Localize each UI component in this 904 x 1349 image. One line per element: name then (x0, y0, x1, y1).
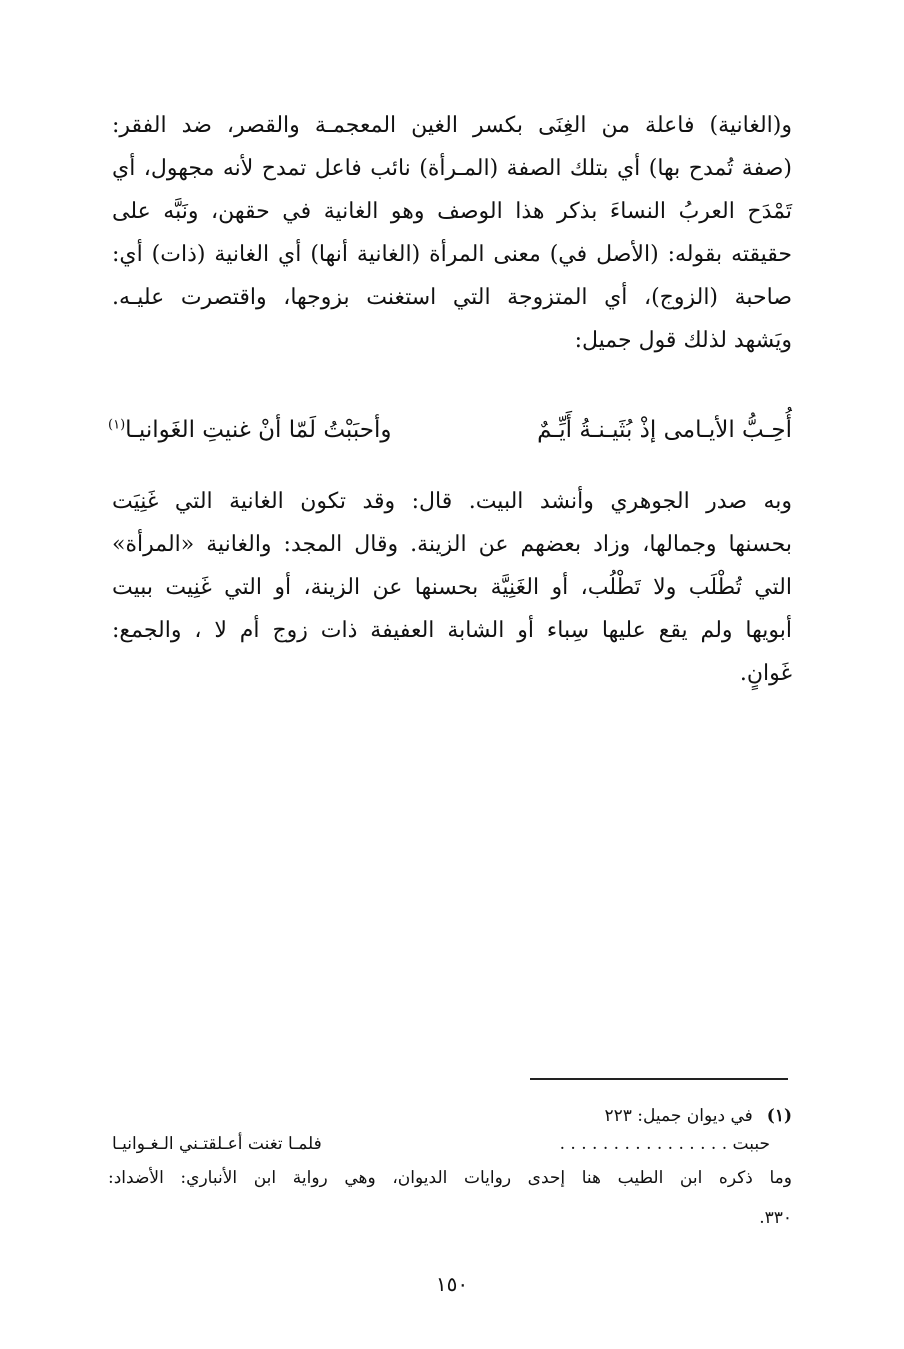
footnote-verse-second: فلمـا تغنت أعـلقتـني الـغـوانيـا (112, 1134, 322, 1154)
paragraph-line: التي تُطْلَب ولا تَطْلُب، أو الغَنِيَّة بحسنها عن الزينة، أو التي غَنِيت ببيت (112, 575, 792, 600)
footnote-verse-first: حببت . . . . . . . . . . . . . . . . (559, 1134, 770, 1154)
paragraph-line: تَمْدَح العربُ النساءَ بذكر هذا الوصف وهو الغانية في حقهن، ونَبَّه على (112, 199, 792, 224)
paragraph-line: حقيقته بقوله: (الأصل في) معنى المرأة (الغانية أنها) أي الغانية (ذات) أي: (112, 242, 792, 267)
verse-second-text: وأحبَبْتُ لَمّا أنْ غنيتِ الغَوانيـا (125, 417, 392, 443)
paragraph-line: وبه صدر الجوهري وأنشد البيت. قال: وقد تكون الغانية التي غَنِيَت (112, 489, 792, 514)
verse-first-hemistich: أُحِـبُّ الأيـامى إذْ بُثَيـنـةُ أَيِّـمٌ (537, 417, 792, 443)
footnote-note: وما ذكره ابن الطيب هنا إحدى روايات الديوان، وهي رواية ابن الأنباري: الأضداد: (108, 1168, 792, 1188)
paragraph-1 (112, 104, 792, 362)
paragraph-line: و(الغانية) فاعلة من الغِنَى بكسر الغين المعجمـة والقصر، ضد الفقر: (112, 113, 792, 138)
poetry-verse (108, 408, 792, 452)
footnote-source: في ديوان جميل: ٢٢٣ (604, 1106, 753, 1126)
paragraph-line: (صفة تُمدح بها) أي بتلك الصفة (المـرأة) نائب فاعل تمدح لأنه مجهول، أي (112, 156, 792, 181)
paragraph-2 (112, 480, 792, 695)
paragraph-line: غَوانٍ. (739, 661, 792, 686)
paragraph-line: بحسنها وجمالها، وزاد بعضهم عن الزينة. وقال المجد: والغانية «المرأة» (112, 532, 792, 557)
paragraph-line: أبويها ولم يقع عليها سِباء أو الشابة العفيفة ذات زوج أم لا ، والجمع: (112, 618, 792, 643)
footnote-reference[interactable]: (١) (108, 417, 126, 433)
footnote-page-ref: ٣٣٠. (759, 1208, 792, 1228)
page-number: ١٥٠ (435, 1272, 469, 1296)
footnote-1 (604, 1102, 792, 1130)
verse-second-hemistich (108, 408, 392, 452)
footnote-separator (530, 1078, 788, 1080)
paragraph-line: ويَشهد لذلك قول جميل: (574, 328, 792, 353)
paragraph-line: صاحبة (الزوج)، أي المتزوجة التي استغنت بزوجها، واقتصرت عليـه. (112, 285, 792, 310)
footnote-marker: (١) (766, 1106, 792, 1126)
